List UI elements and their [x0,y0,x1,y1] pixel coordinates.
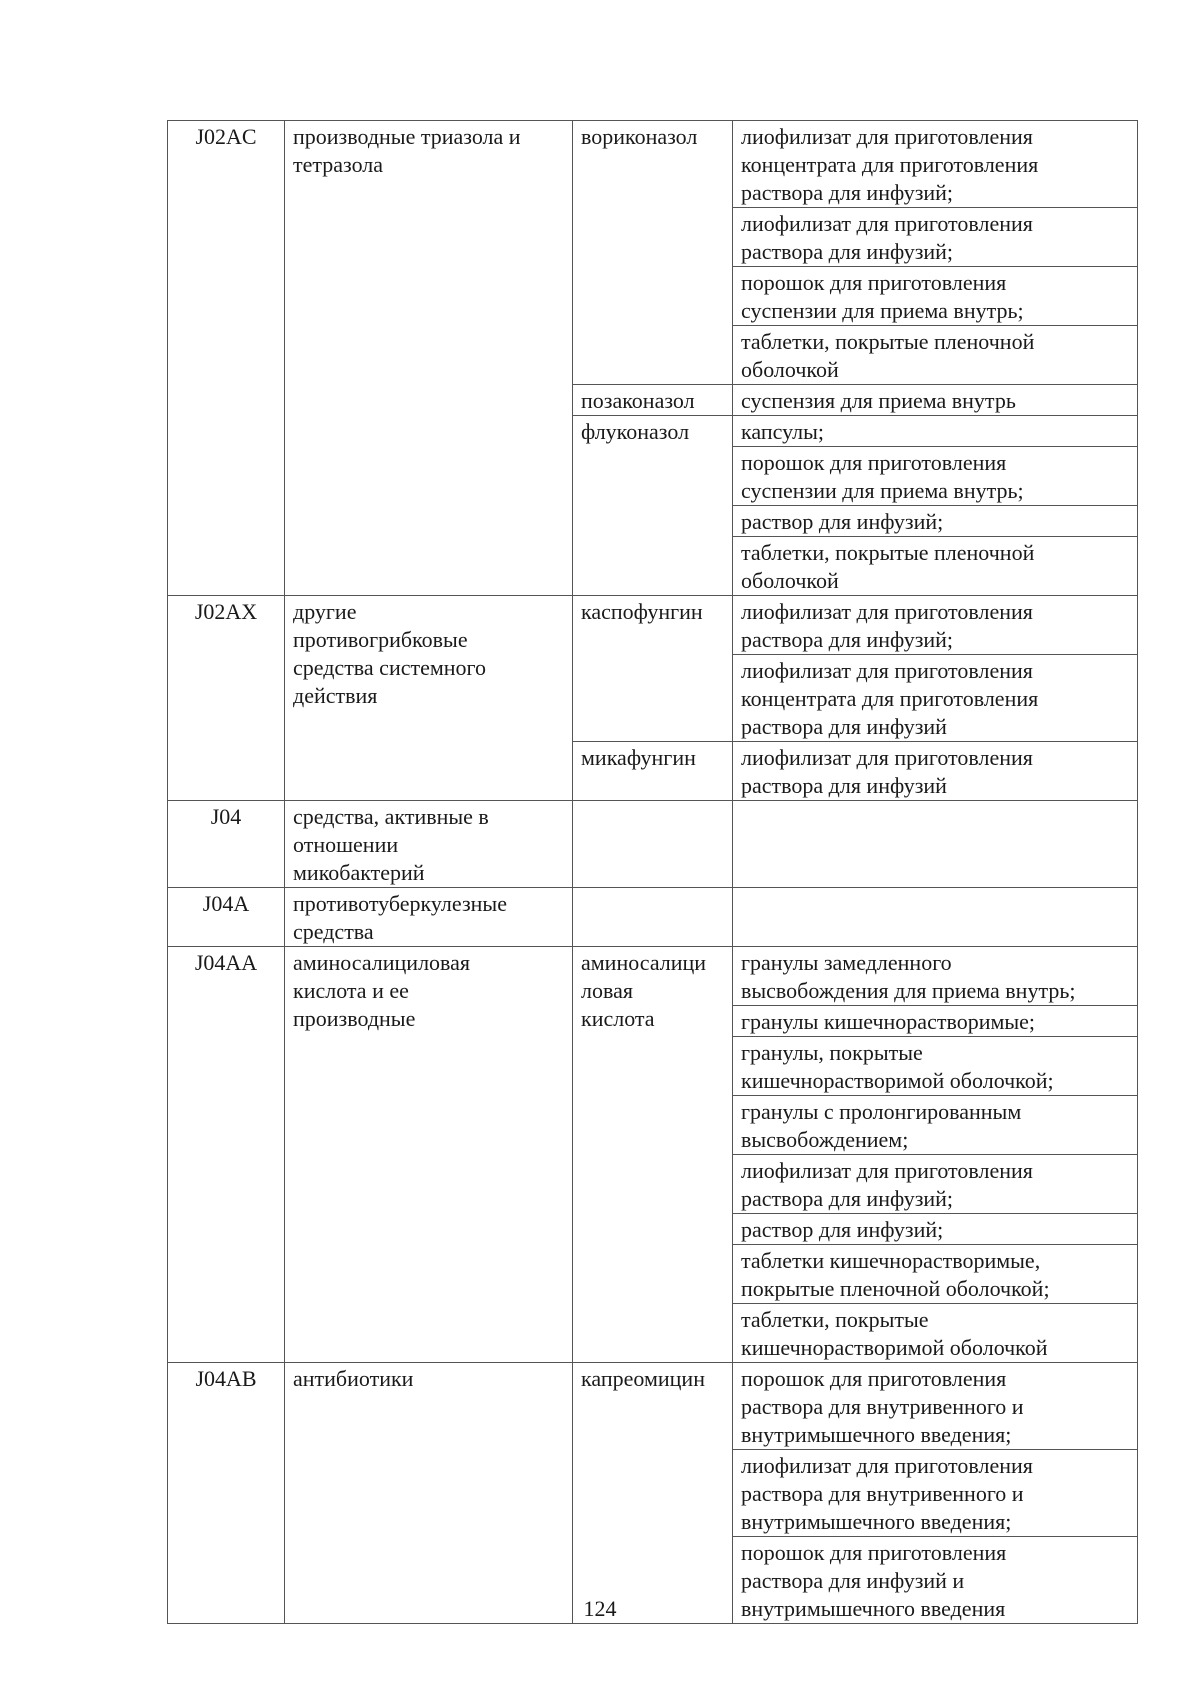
group-name-cell: аминосалициловая кислота и ее производные [285,947,573,1363]
dosage-form-cell: гранулы с пролонгированным высвобождением; [733,1096,1138,1155]
dosage-form-cell: таблетки, покрытые кишечнорастворимой оболочкой [733,1304,1138,1363]
atc-code-cell: J04AA [168,947,285,1363]
dosage-form-cell: лиофилизат для приготовления раствора для внутривенного и внутримышечного введения; [733,1450,1138,1537]
drug-name-cell: флуконазол [573,416,733,596]
table-row [168,947,1138,1006]
atc-code-cell: J04A [168,888,285,947]
dosage-form-cell: таблетки, покрытые пленочной оболочкой [733,537,1138,596]
table-row [168,888,1138,947]
dosage-form-cell: лиофилизат для приготовления раствора для инфузий; [733,208,1138,267]
group-name-cell: антибиотики [285,1363,573,1624]
dosage-form-cell: гранулы кишечнорастворимые; [733,1006,1138,1037]
drug-name-cell: позаконазол [573,385,733,416]
dosage-form-cell: лиофилизат для приготовления концентрата для приготовления раствора для инфузий; [733,121,1138,208]
dosage-form-cell: таблетки, покрытые пленочной оболочкой [733,326,1138,385]
group-name-cell: противотуберкулезные средства [285,888,573,947]
dosage-form-cell: лиофилизат для приготовления концентрата для приготовления раствора для инфузий [733,655,1138,742]
drug-name-cell [573,801,733,888]
dosage-form-cell: раствор для инфузий; [733,1214,1138,1245]
dosage-form-cell: раствор для инфузий; [733,506,1138,537]
drug-name-cell [573,888,733,947]
dosage-form-cell: лиофилизат для приготовления раствора для инфузий; [733,1155,1138,1214]
dosage-form-cell: гранулы замедленного высвобождения для приема внутрь; [733,947,1138,1006]
table-row [168,801,1138,888]
dosage-form-cell: лиофилизат для приготовления раствора для инфузий; [733,596,1138,655]
atc-code-cell: J02AC [168,121,285,596]
group-name-cell: другие противогрибковые средства системного действия [285,596,573,801]
dosage-form-cell: суспензия для приема внутрь [733,385,1138,416]
atc-code-cell: J04 [168,801,285,888]
drug-name-cell: капреомицин [573,1363,733,1624]
dosage-form-cell [733,801,1138,888]
atc-code-cell: J04AB [168,1363,285,1624]
page-number: 124 [583,1596,617,1621]
atc-code-cell: J02AX [168,596,285,801]
drug-name-cell: микафунгин [573,742,733,801]
dosage-form-cell: лиофилизат для приготовления раствора для инфузий [733,742,1138,801]
drug-name-cell: вориконазол [573,121,733,385]
dosage-form-cell: порошок для приготовления раствора для внутривенного и внутримышечного введения; [733,1363,1138,1450]
dosage-form-cell: порошок для приготовления суспензии для приема внутрь; [733,267,1138,326]
dosage-form-cell [733,888,1138,947]
dosage-form-cell: капсулы; [733,416,1138,447]
table-row [168,121,1138,208]
group-name-cell: производные триазола и тетразола [285,121,573,596]
drug-name-cell: аминосалици ловая кислота [573,947,733,1363]
drug-name-cell: каспофунгин [573,596,733,742]
table-row [168,1363,1138,1450]
group-name-cell: средства, активные в отношении микобактерий [285,801,573,888]
dosage-form-cell: таблетки кишечнорастворимые, покрытые пленочной оболочкой; [733,1245,1138,1304]
dosage-form-cell: порошок для приготовления раствора для инфузий и внутримышечного введения [733,1537,1138,1624]
table-row [168,596,1138,655]
dosage-form-cell: гранулы, покрытые кишечнорастворимой оболочкой; [733,1037,1138,1096]
medication-table [167,120,1138,1624]
dosage-form-cell: порошок для приготовления суспензии для приема внутрь; [733,447,1138,506]
